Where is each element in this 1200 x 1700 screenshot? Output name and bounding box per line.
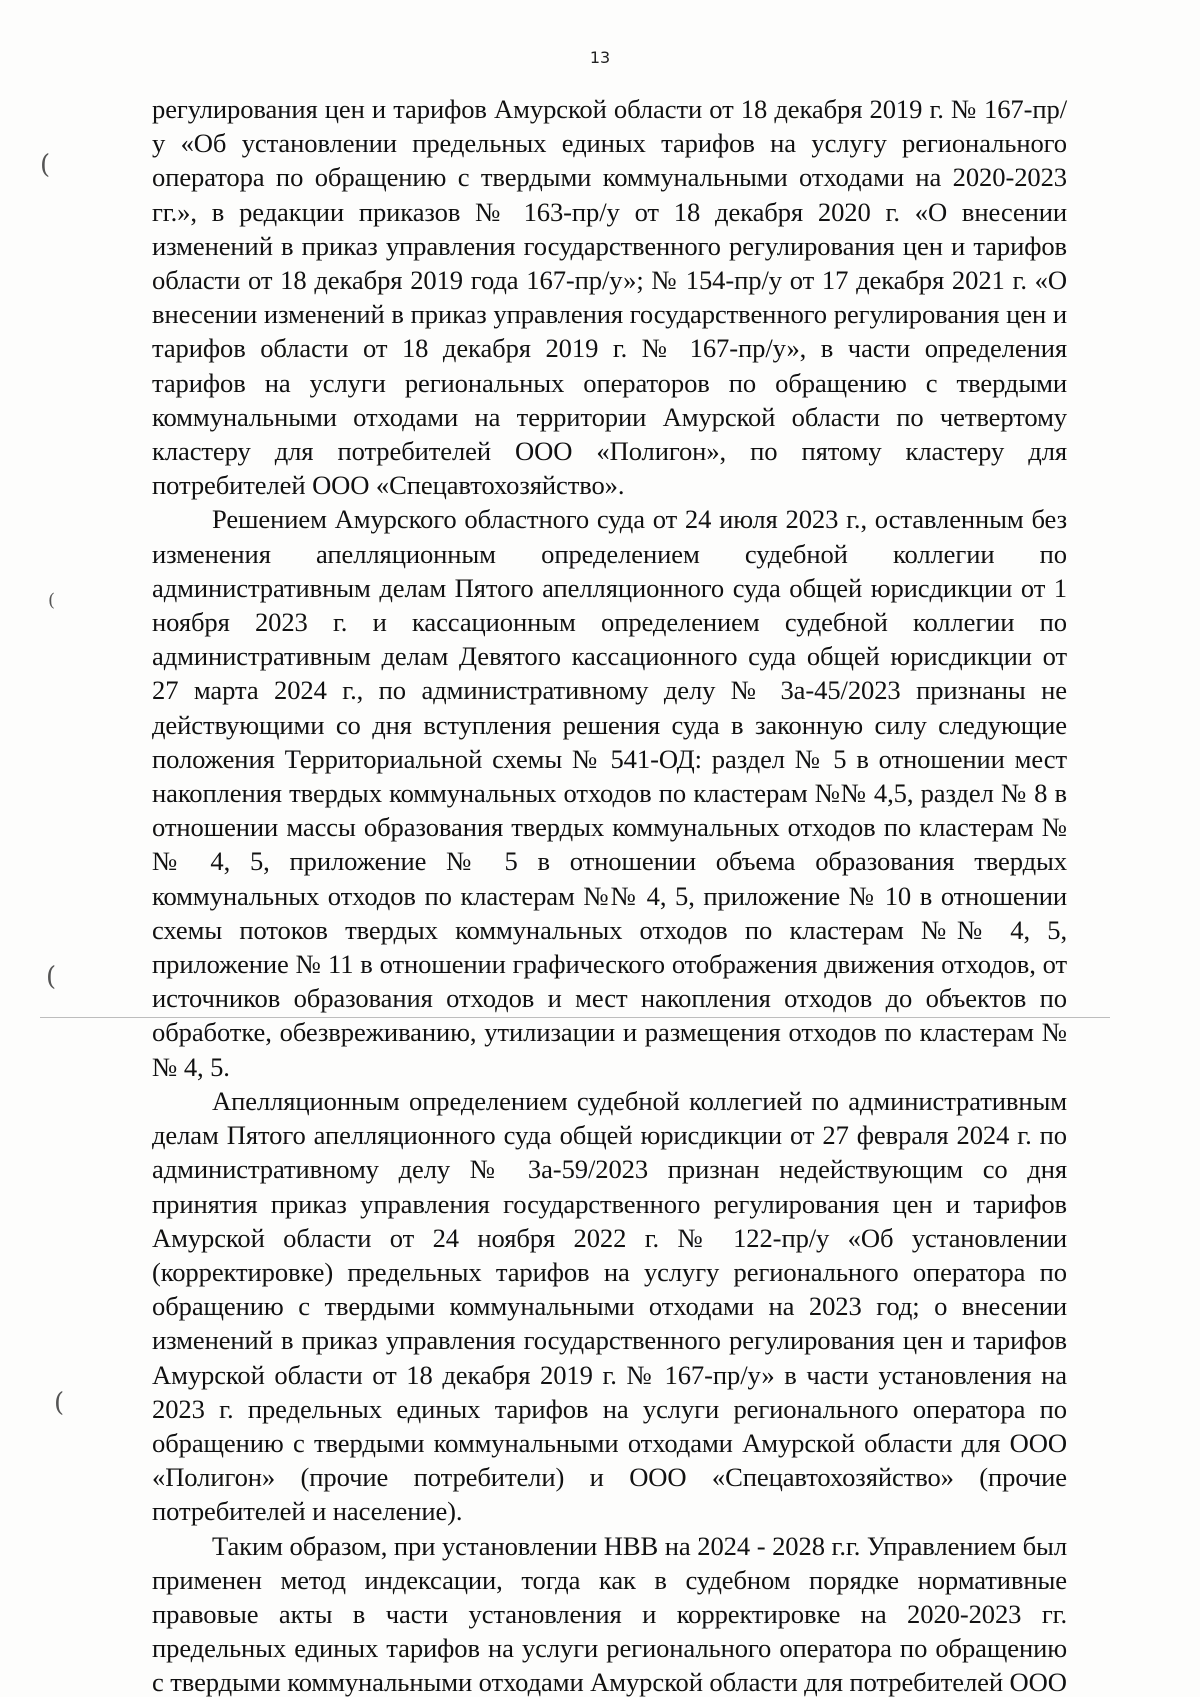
paragraph-4: Таким образом, при установлении НВВ на 2024 - 2028 г.г. Управлением был применен метод индексации, тогда как в судебном порядке нормативные правовые акты в части установления и корректировке на 2020-2023 гг. предельных единых тарифов на услуги регионального оператора по обращению с твердыми коммунальными отходами Амурской области для потребителей ООО	[152, 1530, 1067, 1698]
paragraph-1: регулирования цен и тарифов Амурской области от 18 декабря 2019 г. № 167-пр/у «Об установлении предельных единых тарифов на услугу регионального оператора по обращению с твердыми коммунальными отходами на 2020-2023 гг.», в редакции приказов № 163-пр/у от 18 декабря 2020 г. «О внесении изменений в приказ управления государственного регулирования цен и тарифов области от 18 декабря 2019 года 167-пр/у»; № 154-пр/у от 17 декабря 2021 г. «О внесении изменений в приказ управления государственного регулирования цен и тарифов области от 18 декабря 2019 г. № 167-пр/у», в части определения тарифов на услуги региональных операторов по обращению с твердыми коммунальными отходами на территории Амурской области по четвертому кластеру для потребителей ООО «Полигон», по пятому кластеру для потребителей ООО «Спецавтохозяйство».	[152, 94, 1067, 501]
margin-scan-mark: (	[48, 590, 56, 611]
page-number: 13	[589, 48, 611, 67]
paragraph-2: Решением Амурского областного суда от 24 июля 2023 г., оставленным без изменения апелляционным определением судебной коллегии по административным делам Пятого апелляционного суда общей юрисдикции от 1 ноября 2023 г. и кассационным определением судебной коллегии по административным делам Девятого кассационного суда общей юрисдикции от 27 марта 2024 г., по административному делу № 3а-45/2023 признаны не действующими со дня вступления решения суда в законную силу следующие положения Территориальной схемы № 541-ОД: раздел № 5 в отношении мест накопления твердых коммунальных отходов по кластерам №№ 4,5, раздел № 8 в отношении массы образования твердых коммунальных отходов по кластерам №№ 4, 5, приложение № 5 в отношении объема образования твердых коммунальных отходов по кластерам №№ 4, 5, приложение № 10 в отношении схемы потоков твердых коммунальных отходов по кластерам №№ 4, 5, приложение № 11 в отношении графического отображения движения отходов, от источников образования отходов и мест накопления отходов до объектов по обработке, обезвреживанию, утилизации и размещения отходов по кластерам №№ 4, 5.	[152, 504, 1067, 1082]
body-text	[152, 92, 1067, 1700]
margin-scan-mark: (	[54, 1388, 65, 1418]
margin-scan-mark: (	[40, 150, 51, 180]
margin-scan-mark: (	[46, 962, 57, 992]
paragraph-3: Апелляционным определением судебной коллегией по административным делам Пятого апелляционного суда общей юрисдикции от 27 февраля 2024 г. по административному делу № 3а-59/2023 признан недействующим со дня принятия приказ управления государственного регулирования цен и тарифов Амурской области от 24 ноября 2022 г. № 122-пр/у «Об установлении (корректировке) предельных тарифов на услугу регионального оператора по обращению с твердыми коммунальными отходами на 2023 год; о внесении изменений в приказ управления государственного регулирования цен и тарифов Амурской области от 18 декабря 2019 г. № 167-пр/у» в части установления на 2023 г. предельных единых тарифов на услуги регионального оператора по обращению с твердыми коммунальными отходами Амурской области для ООО «Полигон» (прочие потребители) и ООО «Спецавтохозяйство» (прочие потребителей и население).	[152, 1085, 1067, 1527]
